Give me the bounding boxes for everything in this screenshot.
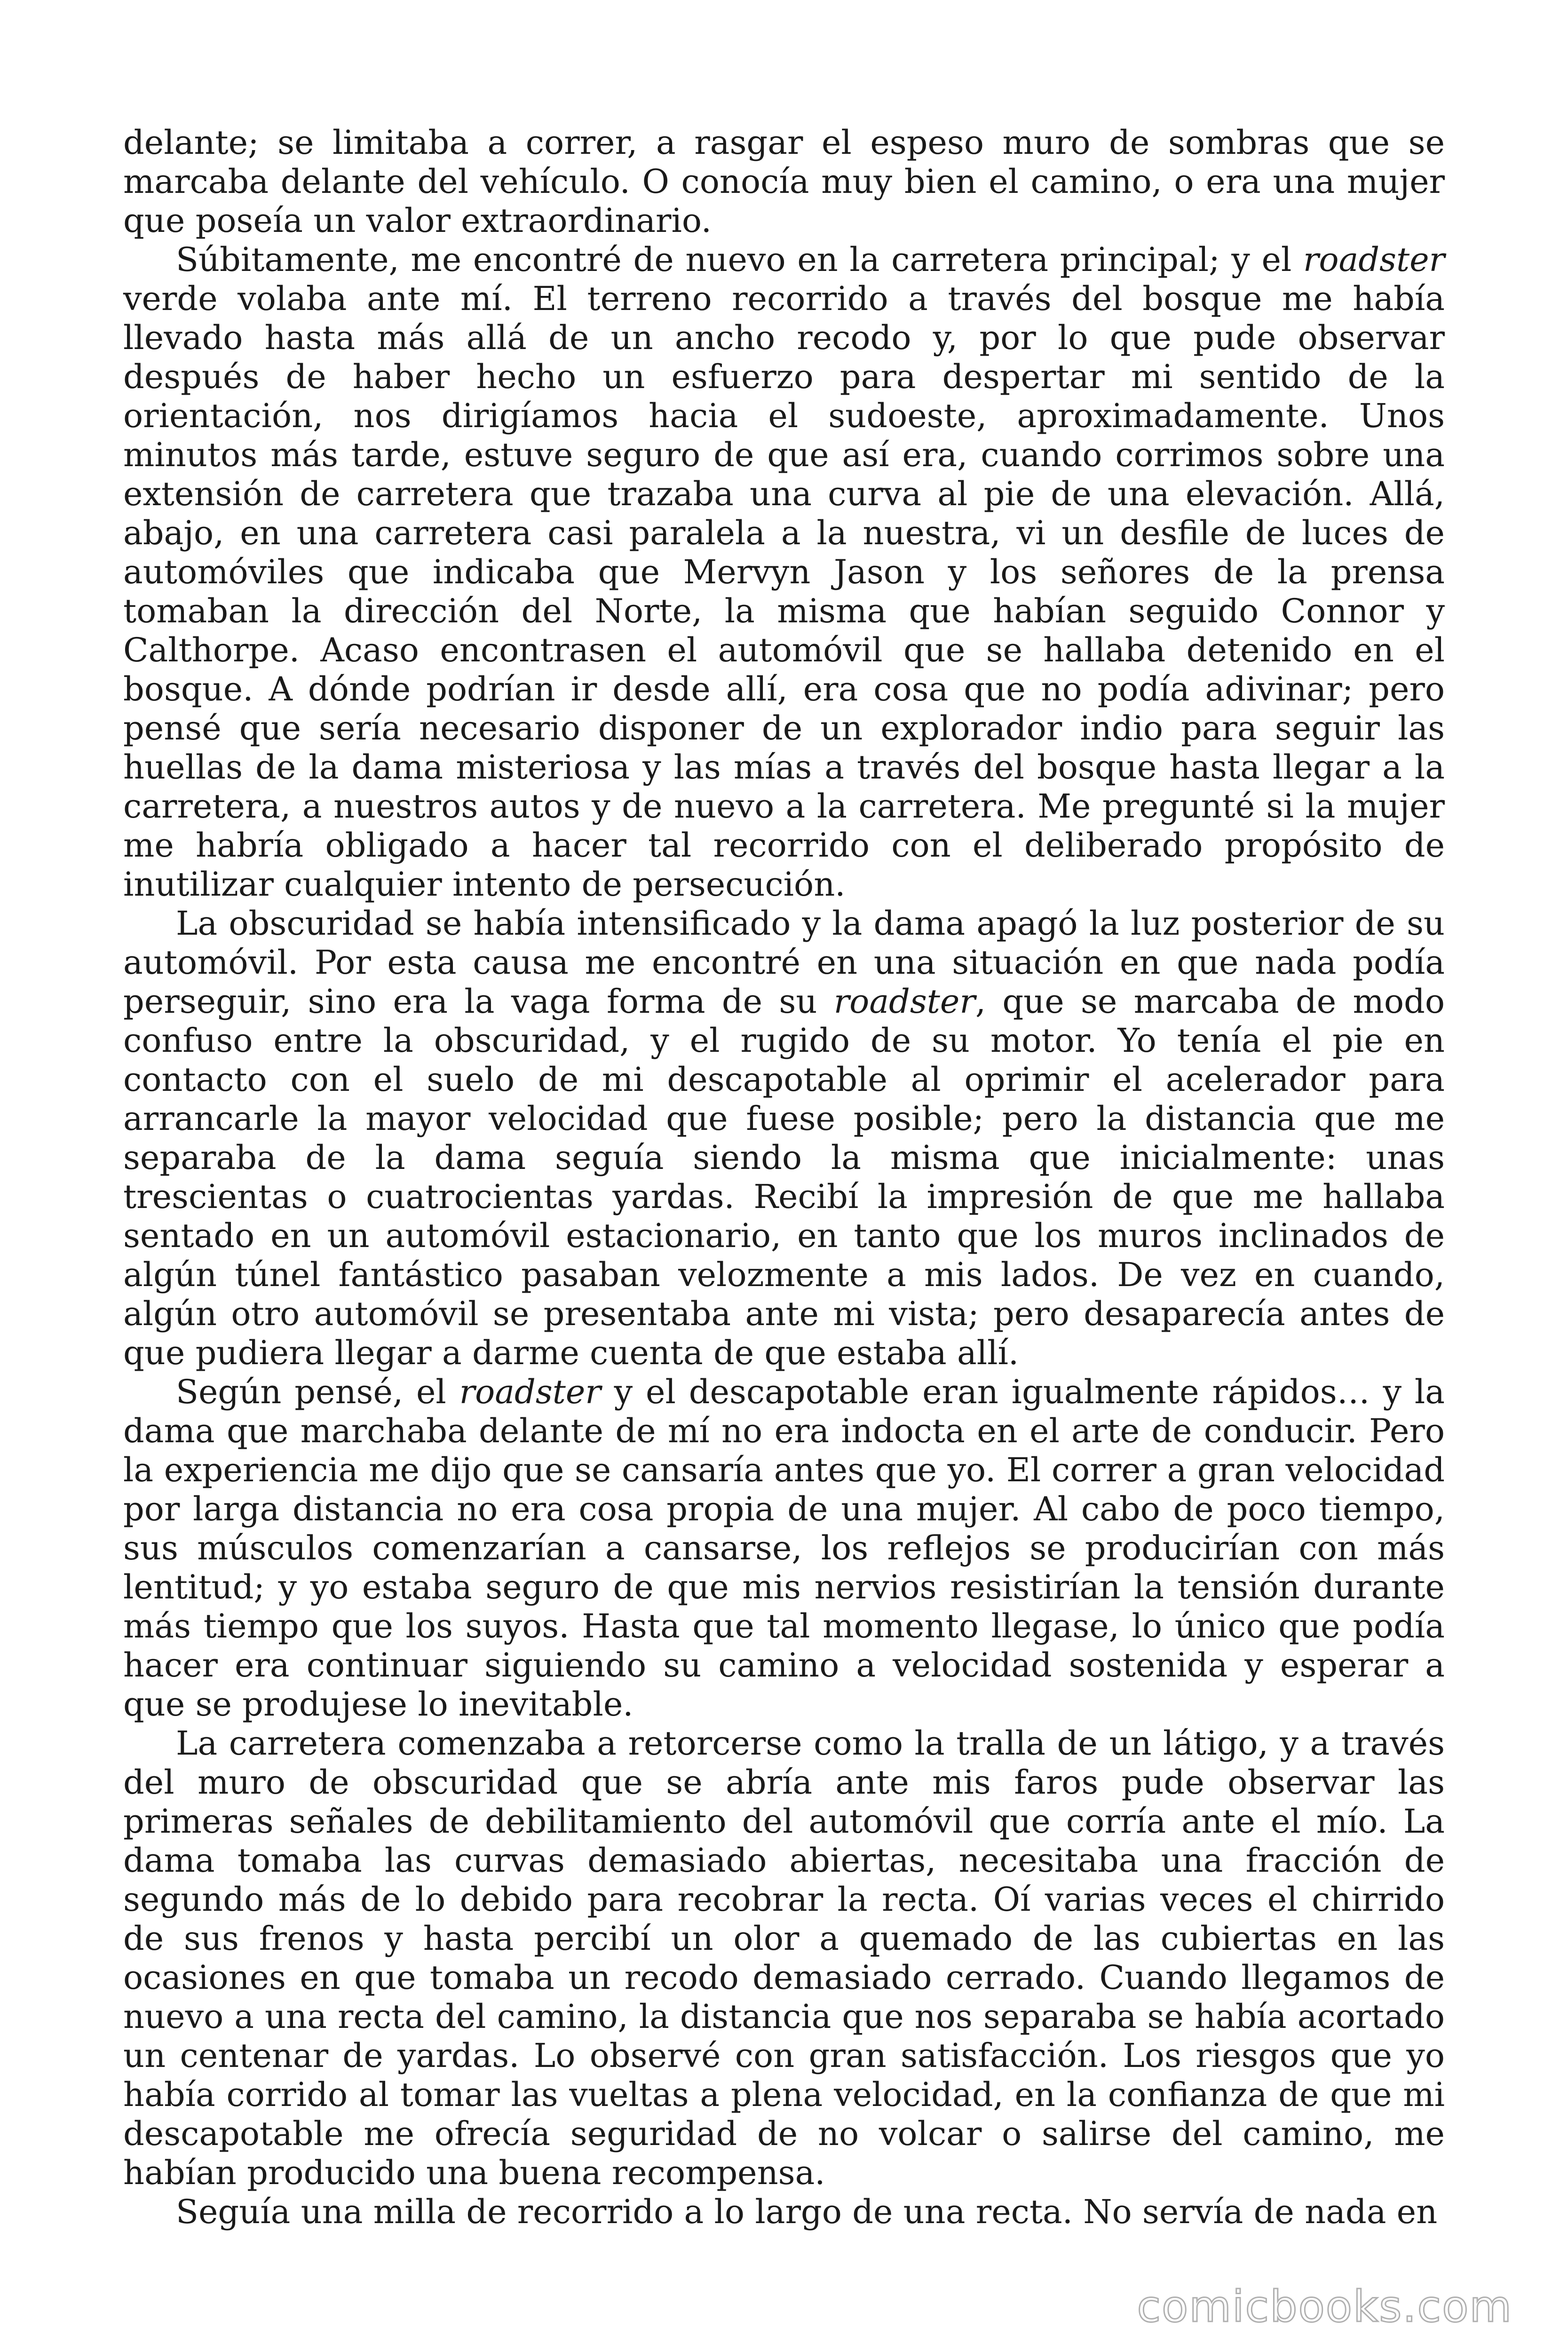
text-run: La carretera comenzaba a retorcerse como la tralla de un látigo, y a través del muro de obscuridad que se abría ante mis faros pude observar las primeras señales de debilitamiento del automóvil que corría ante el mío. La dama tomaba las curvas demasiado abiertas, necesitaba una fracción de segundo más de lo debido para recobrar la recta. Oí varias veces el chirrido de sus frenos y hasta percibí un olor a quemado de las cubiertas en las ocasiones en que tomaba un recodo demasiado cerrado. Cuando llegamos de nuevo a una recta del camino, la distancia que nos separaba se había acortado un centenar de yardas. Lo observé con gran satisfacción. Los riesgos que yo había corrido al tomar las vueltas a plena velocidad, en la confianza de que mi descapotable me ofrecía seguridad de no volcar o salirse del camino, me habían producido una buena recompensa. [123, 1724, 1445, 2192]
paragraph [123, 1373, 1445, 1724]
paragraph [123, 904, 1445, 1373]
text-run: La obscuridad se había intensificado y la dama apagó la luz posterior de su automóvil. Por esta causa me encontré en una situación en que nada podía perseguir, sino era la vaga forma de su [123, 904, 1445, 1021]
italic-text: roadster [1303, 240, 1445, 279]
text-run: , que se marcaba de modo confuso entre la obscuridad, y el rugido de su motor. Yo tenía el pie en contacto con el suelo de mi descapotable al oprimir el acelerador para arrancarle la mayor velocidad que fuese posible; pero la distancia que me separaba de la dama seguía siendo la misma que inicialmente: unas trescientas o cuatrocientas yardas. Recibí la impresión de que me hallaba sentado en un automóvil estacionario, en tanto que los muros inclinados de algún túnel fantástico pasaban velozmente a mis lados. De vez en cuando, algún otro automóvil se presentaba ante mi vista; pero desaparecía antes de que pudiera llegar a darme cuenta de que estaba allí. [123, 982, 1445, 1372]
text-run: y el descapotable eran igualmente rápidos… y la dama que marchaba delante de mí no era indocta en el arte de conducir. Pero la experiencia me dijo que se cansaría antes que yo. El correr a gran velocidad por larga distancia no era cosa propia de una mujer. Al cabo de poco tiempo, sus músculos comenzarían a cansarse, los reflejos se producirían con más lentitud; y yo estaba seguro de que mis nervios resistirían la tensión durante más tiempo que los suyos. Hasta que tal momento llegase, lo único que podía hacer era continuar siguiendo su camino a velocidad sostenida y esperar a que se produjese lo inevitable. [123, 1373, 1445, 1724]
text-run: delante; se limitaba a correr, a rasgar el espeso muro de sombras que se marcaba delante del vehículo. O conocía muy bien el camino, o era una mujer que poseía un valor extraordinario. [123, 123, 1445, 240]
paragraph [123, 2193, 1445, 2232]
paragraph [123, 123, 1445, 240]
watermark: comicbooks.com [1137, 2281, 1513, 2332]
text-run: Según pensé, el [176, 1373, 459, 1411]
paragraph [123, 1724, 1445, 2193]
italic-text: roadster [833, 982, 975, 1021]
body-text [123, 123, 1445, 2232]
text-run: verde volaba ante mí. El terreno recorrido a través del bosque me había llevado hasta más allá de un ancho recodo y, por lo que pude observar después de haber hecho un esfuerzo para despertar mi sentido de la orientación, nos dirigíamos hacia el sudoeste, aproximadamente. Unos minutos más tarde, estuve seguro de que así era, cuando corrimos sobre una extensión de carretera que trazaba una curva al pie de una elevación. Allá, abajo, en una carretera casi paralela a la nuestra, vi un desfile de luces de automóviles que indicaba que Mervyn Jason y los señores de la prensa tomaban la dirección del Norte, la misma que habían seguido Connor y Calthorpe. Acaso encontrasen el automóvil que se hallaba detenido en el bosque. A dónde podrían ir desde allí, era cosa que no podía adivinar; pero pensé que sería necesario disponer de un explorador indio para seguir las huellas de la dama misteriosa y las mías a través del bosque hasta llegar a la carretera, a nuestros autos y de nuevo a la carretera. Me pregunté si la mujer me habría obligado a hacer tal recorrido con el deliberado propósito de inutilizar cualquier intento de persecución. [123, 279, 1445, 904]
text-run: Súbitamente, me encontré de nuevo en la carretera principal; y el [176, 240, 1303, 279]
text-run: Seguía una milla de recorrido a lo largo de una recta. No servía de nada en [176, 2193, 1438, 2231]
paragraph [123, 240, 1445, 904]
italic-text: roadster [459, 1373, 601, 1411]
